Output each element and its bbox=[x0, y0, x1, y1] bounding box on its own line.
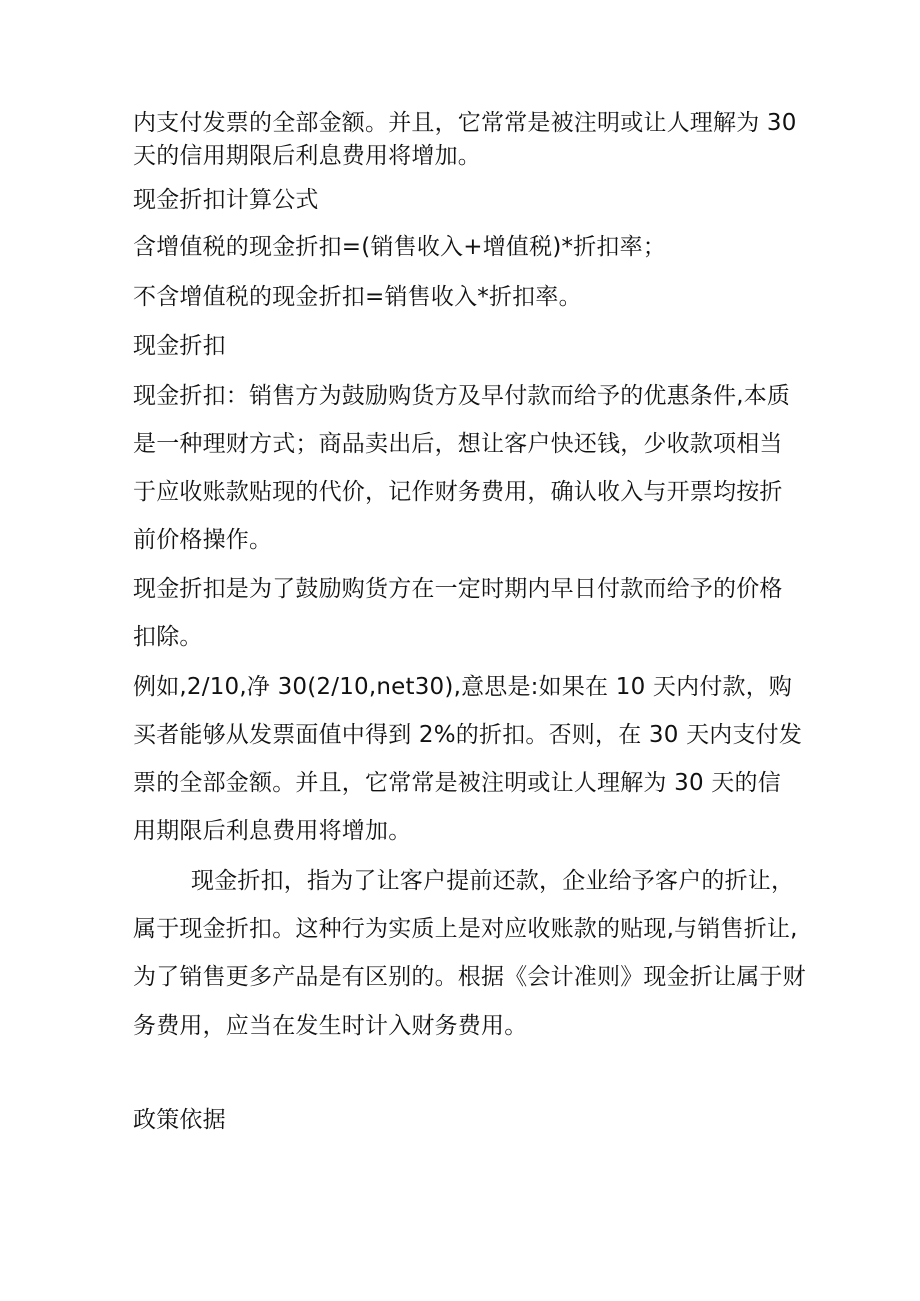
text-line: 现金折扣是为了鼓励购货方在一定时期内早日付款而给予的价格 bbox=[133, 576, 783, 602]
text-line: 天的信用期限后利息费用将增加。 bbox=[133, 143, 481, 169]
text-line: 于应收账款贴现的代价，记作财务费用，确认收入与开票均按折 bbox=[133, 479, 783, 505]
text-line: 为了销售更多产品是有区别的。根据《会计准则》现金折让属于财 bbox=[133, 964, 806, 990]
formula-line: 不含增值税的现金折扣=销售收入*折扣率。 bbox=[133, 284, 582, 310]
text-line: 是一种理财方式；商品卖出后，想让客户快还钱，少收款项相当 bbox=[133, 431, 783, 457]
text-line: 务费用，应当在发生时计入财务费用。 bbox=[133, 1013, 528, 1039]
formula-line: 含增值税的现金折扣=(销售收入+增值税)*折扣率； bbox=[133, 234, 666, 260]
section-heading: 政策依据 bbox=[133, 1107, 226, 1133]
text-line: 内支付发票的全部金额。并且，它常常是被注明或让人理解为 30 bbox=[133, 110, 797, 136]
text-line: 属于现金折扣。这种行为实质上是对应收账款的贴现,与销售折让, bbox=[133, 916, 798, 942]
text-line: 现金折扣：销售方为鼓励购货方及早付款而给予的优惠条件,本质 bbox=[133, 383, 791, 409]
text-line: 扣除。 bbox=[133, 624, 203, 650]
section-heading: 现金折扣 bbox=[133, 333, 226, 359]
text-line: 买者能够从发票面值中得到 2%的折扣。否则，在 30 天内支付发 bbox=[133, 722, 803, 748]
text-line: 票的全部金额。并且，它常常是被注明或让人理解为 30 天的信 bbox=[133, 770, 781, 796]
text-line: 用期限后利息费用将增加。 bbox=[133, 818, 412, 844]
text-line: 例如,2/10,净 30(2/10,net30),意思是:如果在 10 天内付款，购 bbox=[133, 674, 793, 700]
text-line: 前价格操作。 bbox=[133, 527, 273, 553]
text-line: 现金折扣，指为了让客户提前还款，企业给予客户的折让， bbox=[191, 868, 795, 894]
section-heading: 现金折扣计算公式 bbox=[133, 187, 319, 213]
